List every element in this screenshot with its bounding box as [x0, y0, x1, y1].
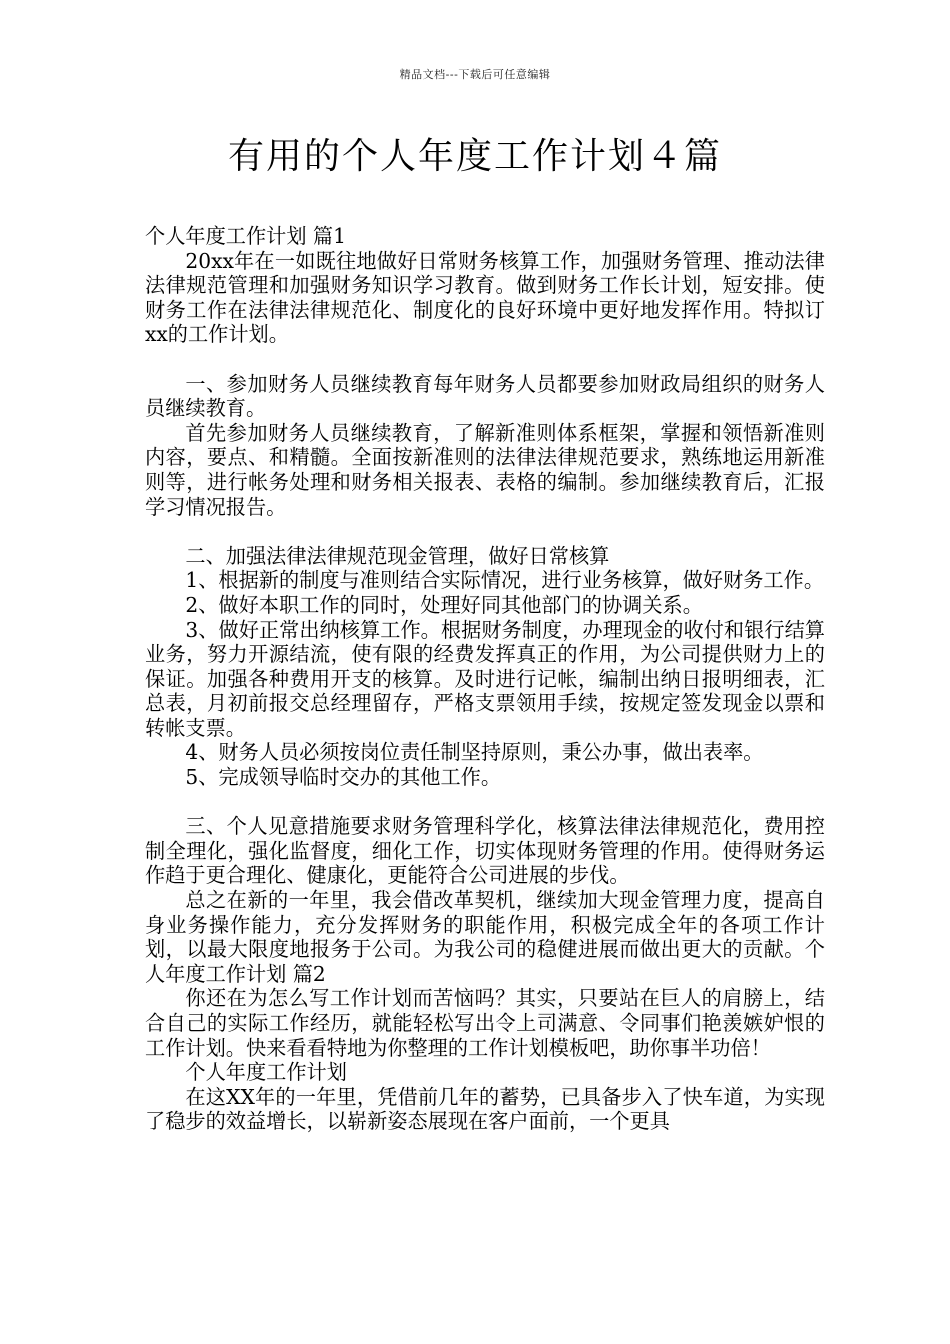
paragraph: 你还在为怎么写工作计划而苦恼吗？其实，只要站在巨人的肩膀上，结合自己的实际工作经历，就能轻松写出令上司满意、令同事们艳羡嫉妒恨的工作计划。快来看看特地为你整理的工作计划模板吧，助你事半功倍！	[145, 986, 825, 1060]
paragraph: 5、完成领导临时交办的其他工作。	[185, 765, 502, 790]
paragraph: 20xx年在一如既往地做好日常财务核算工作，加强财务管理、推动法律法律规范管理和加强财务知识学习教育。做到财务工作长计划，短安排。使财务工作在法律法律规范化、制度化的良好环境中更好地发挥作用。特拟订xx的工作计划。	[145, 248, 825, 347]
header-note: 精品文档---下载后可任意编辑	[399, 68, 551, 81]
paragraph: 总之在新的一年里，我会借改革契机，继续加大现金管理力度，提高自身业务操作能力，充分发挥财务的职能作用，积极完成全年的各项工作计划，以最大限度地报务于公司。为我公司的稳健进展而做出更大的贡献。个人年度工作计划 篇2	[145, 888, 825, 986]
paragraph: 3、做好正常出纳核算工作。根据财务制度，办理现金的收付和银行结算业务，努力开源结流，使有限的经费发挥真正的作用，为公司提供财力上的保证。加强各种费用开支的核算。及时进行记帐，编制出纳日报明细表，汇总表，月初前报交总经理留存，严格支票领用手续，按规定签发现金以票和转帐支票。	[145, 617, 825, 740]
paragraph: 在这XX年的一年里，凭借前几年的蓄势，已具备步入了快车道，为实现了稳步的效益增长，以崭新姿态展现在客户面前，一个更具	[145, 1084, 825, 1134]
blank-line	[145, 519, 825, 544]
document-body	[145, 224, 825, 1134]
paragraph: 首先参加财务人员继续教育，了解新准则体系框架，掌握和领悟新准则内容，要点、和精髓。全面按新准则的法律法律规范要求，熟练地运用新准则等，进行帐务处理和财务相关报表、表格的编制。参加继续教育后，汇报学习情况报告。	[145, 420, 825, 519]
section-heading: 个人年度工作计划 篇1	[145, 224, 346, 248]
paragraph: 1、根据新的制度与准则结合实际情况，进行业务核算，做好财务工作。	[185, 568, 825, 593]
paragraph: 2、做好本职工作的同时，处理好同其他部门的协调关系。	[185, 592, 703, 617]
blank-line	[145, 347, 825, 372]
paragraph: 二、加强法律法律规范现金管理，做好日常核算	[185, 543, 610, 568]
paragraph: 4、财务人员必须按岗位责任制坚持原则，秉公办事，做出表率。	[185, 740, 764, 765]
paragraph: 个人年度工作计划	[185, 1060, 347, 1085]
paragraph: 一、参加财务人员继续教育每年财务人员都要参加财政局组织的财务人员继续教育。	[145, 371, 825, 421]
paragraph: 三、个人见意措施要求财务管理科学化，核算法律法律规范化，费用控制全理化，强化监督度，细化工作，切实体现财务管理的作用。使得财务运作趋于更合理化、健康化，更能符合公司进展的步伐。	[145, 814, 825, 888]
document-title: 有用的个人年度工作计划４篇	[227, 136, 722, 177]
blank-line	[145, 790, 825, 815]
